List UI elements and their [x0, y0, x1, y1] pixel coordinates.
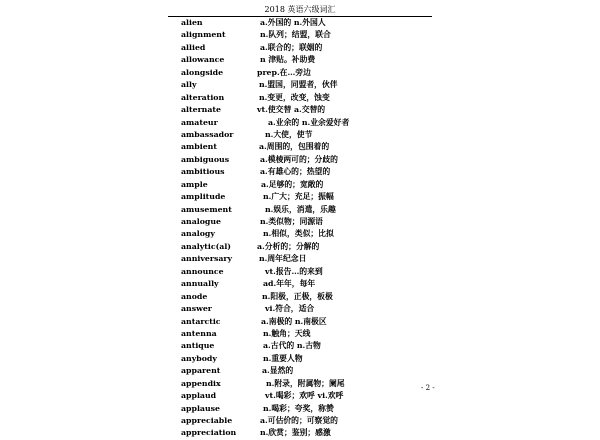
- vocab-entry: [0, 129, 600, 141]
- vocab-word: antique: [181, 341, 215, 351]
- vocab-definition: n 津贴。补助费: [260, 55, 316, 65]
- vocab-definition: a.模棱两可的；分歧的: [260, 154, 338, 164]
- vocab-definition: n.附录，附属物；阑尾: [266, 378, 345, 388]
- vocab-entry: [0, 278, 600, 290]
- vocab-entry: [0, 266, 600, 278]
- vocab-entry: [0, 415, 600, 427]
- vocab-entry: [0, 117, 600, 129]
- vocab-word: analytic(al): [181, 241, 231, 251]
- vocab-entry: [0, 216, 600, 228]
- vocab-word: amplitude: [181, 192, 226, 202]
- vocab-entry: [0, 253, 600, 265]
- vocab-entry: [0, 353, 600, 365]
- vocab-entry: [0, 316, 600, 328]
- vocab-entry: [0, 79, 600, 91]
- vocab-word: analogue: [181, 217, 222, 226]
- vocab-definition: a.可估价的；可察觉的: [260, 416, 338, 425]
- vocab-definition: a.周围的，包围着的: [259, 142, 330, 152]
- vocab-definition: prep.在…旁边: [257, 67, 311, 77]
- vocab-word: ample: [181, 179, 208, 189]
- vocab-definition: a.南极的 n.南极区: [261, 316, 327, 326]
- vocab-definition: vt.报告…的来到: [265, 266, 323, 276]
- vocab-word: answer: [181, 304, 212, 314]
- vocab-word: alien: [181, 18, 203, 27]
- vocab-definition: a.有雄心的；热望的: [260, 167, 331, 177]
- vocab-word: allied: [181, 42, 206, 52]
- vocab-definition: n.欣赏；鉴别；感激: [260, 428, 331, 438]
- vocab-definition: a.分析的；分解的: [257, 241, 320, 251]
- vocab-word: ambitious: [181, 167, 225, 177]
- vocab-definition: n.盟国，同盟者，伙伴: [259, 80, 338, 90]
- vocab-entry: [0, 141, 600, 153]
- vocab-word: appendix: [181, 378, 221, 388]
- vocab-entry: [0, 42, 600, 54]
- vocab-entry: [0, 154, 600, 166]
- vocab-entry: [0, 291, 600, 303]
- vocab-entry: [0, 365, 600, 377]
- vocab-word: appreciable: [181, 416, 233, 425]
- vocab-entry: [0, 228, 600, 240]
- vocab-definition: ad.年年，每年: [263, 279, 316, 289]
- vocab-entry: [0, 104, 600, 116]
- vocabulary-list: [0, 17, 600, 440]
- vocab-definition: n.喝彩；夸奖，称赞: [263, 403, 334, 413]
- vocab-word: ally: [181, 80, 197, 90]
- vocab-word: alternate: [181, 105, 221, 115]
- vocab-definition: a.古代的 n.古物: [263, 341, 321, 351]
- vocab-entry: [0, 403, 600, 415]
- vocab-word: analogy: [181, 229, 215, 239]
- vocab-definition: n.触角；天线: [263, 328, 311, 338]
- page-number: - 2 -: [421, 384, 435, 392]
- vocab-entry: [0, 191, 600, 203]
- vocab-word: amateur: [181, 117, 218, 127]
- vocab-definition: a.足够的；宽敞的: [261, 179, 324, 189]
- vocab-entry: [0, 378, 600, 390]
- vocab-definition: n.阳极，正极，板极: [262, 291, 333, 301]
- vocab-entry: [0, 427, 600, 439]
- vocab-entry: [0, 17, 600, 29]
- vocab-word: alongside: [181, 67, 224, 77]
- vocab-entry: [0, 241, 600, 253]
- vocab-definition: vt.喝彩；欢呼 vi.欢呼: [265, 391, 344, 401]
- vocab-definition: a.外国的 n.外国人: [260, 18, 326, 27]
- vocab-definition: vi.符合，适合: [265, 304, 315, 314]
- vocab-definition: n.变更，改变，蚀变: [259, 92, 330, 102]
- vocab-word: ambassador: [181, 129, 234, 139]
- vocab-definition: n.广大；充足；振幅: [263, 192, 334, 202]
- vocab-entry: [0, 166, 600, 178]
- vocab-definition: a.业余的 n.业余爱好者: [268, 117, 350, 127]
- vocab-word: appreciation: [181, 428, 237, 438]
- vocab-definition: a.显然的: [262, 366, 294, 376]
- vocab-word: antarctic: [181, 316, 221, 326]
- vocab-definition: n.队列；结盟，联合: [260, 30, 331, 40]
- vocab-definition: n.娱乐，消遣，乐趣: [265, 204, 336, 214]
- vocab-word: anybody: [181, 353, 217, 363]
- page-header: 2018 英语六级词汇: [264, 5, 336, 14]
- vocab-entry: [0, 204, 600, 216]
- vocab-entry: [0, 29, 600, 41]
- vocab-entry: [0, 54, 600, 66]
- vocab-definition: a.联合的；联姻的: [260, 42, 323, 52]
- vocab-word: ambiguous: [181, 154, 230, 164]
- vocab-entry: [0, 303, 600, 315]
- vocab-word: applause: [181, 403, 220, 413]
- vocab-definition: n.类似物；同源语: [260, 217, 323, 226]
- vocab-word: anode: [181, 291, 208, 301]
- vocab-word: anniversary: [181, 254, 233, 264]
- vocab-word: antenna: [181, 328, 217, 338]
- vocab-entry: [0, 340, 600, 352]
- vocab-word: ambient: [181, 142, 217, 152]
- vocab-word: allowance: [181, 55, 225, 65]
- vocab-word: applaud: [181, 391, 217, 401]
- vocab-word: annually: [181, 279, 219, 289]
- vocab-word: alignment: [181, 30, 226, 40]
- vocab-definition: n.大使，使节: [265, 129, 313, 139]
- vocab-definition: n.相似，类似；比拟: [263, 229, 334, 239]
- vocab-definition: vt.使交替 a.交替的: [257, 105, 326, 115]
- vocab-entry: [0, 328, 600, 340]
- vocab-word: alteration: [181, 92, 225, 102]
- vocab-word: announce: [181, 266, 224, 276]
- vocab-definition: n.周年纪念日: [259, 254, 307, 264]
- vocab-entry: [0, 67, 600, 79]
- vocab-word: amusement: [181, 204, 232, 214]
- vocab-definition: n.重要人物: [263, 353, 303, 363]
- vocab-entry: [0, 179, 600, 191]
- vocab-entry: [0, 390, 600, 402]
- vocab-entry: [0, 92, 600, 104]
- vocab-word: apparent: [181, 366, 221, 376]
